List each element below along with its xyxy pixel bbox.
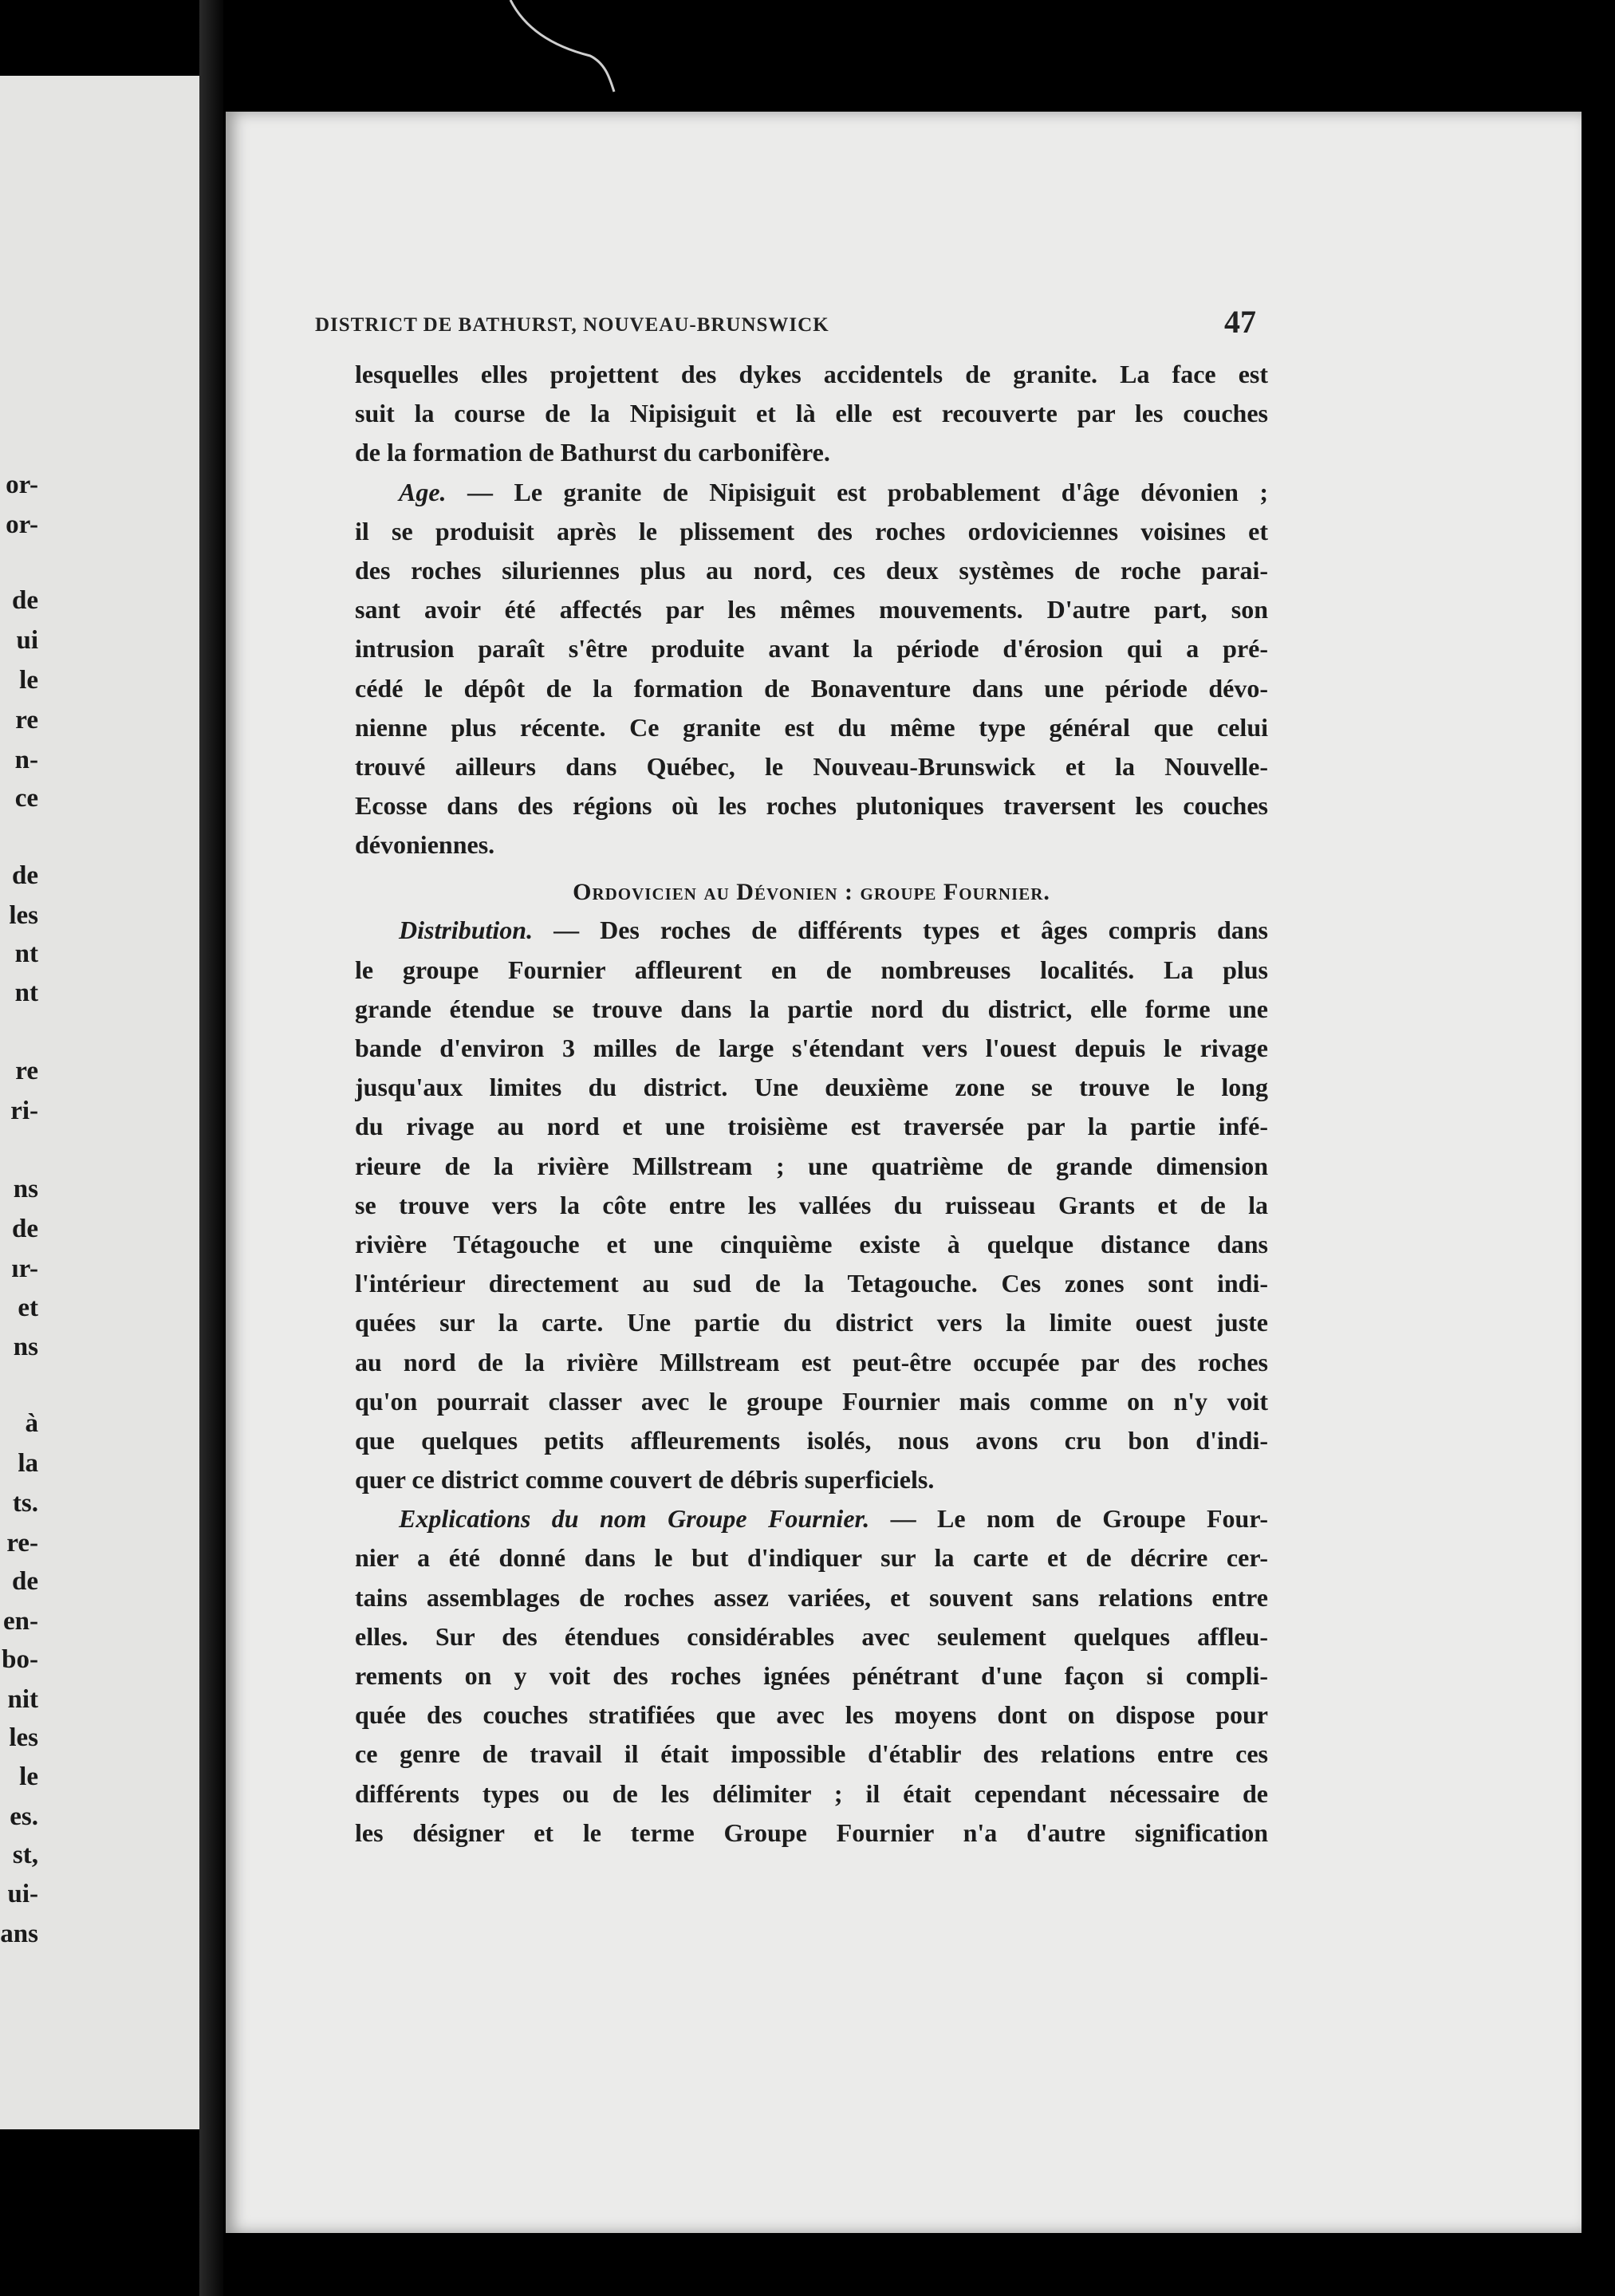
text-line: au nord de la rivière Millstream est peut-être occupée par des roches: [355, 1347, 1268, 1376]
left-edge-text: ans: [0, 1920, 38, 1948]
text-line: Ecosse dans des régions où les roches plutoniques traversent les couches: [355, 791, 1268, 821]
left-edge-text: re-: [6, 1529, 38, 1558]
text-line: des roches siluriennes plus au nord, ces deux systèmes de roche parai-: [355, 555, 1268, 585]
text-line: quée des couches stratifiées que avec les moyens dont on dispose pour: [355, 1700, 1268, 1730]
left-edge-text: re: [15, 1057, 38, 1085]
text-line: Distribution. — Des roches de différents types et âges compris dans: [399, 916, 1268, 945]
text-line: différents types ou de les délimiter ; il était cependant nécessaire de: [355, 1778, 1268, 1808]
left-edge-text: re: [15, 706, 38, 734]
left-edge-text: la: [18, 1449, 38, 1478]
left-edge-text: or-: [6, 471, 38, 499]
left-edge-text: ts.: [12, 1489, 38, 1518]
left-edge-text: bo-: [2, 1645, 38, 1674]
text-line: de la formation de Bathurst du carbonifère.: [355, 438, 830, 467]
text-line: les désigner et le terme Groupe Fournier n'a d'autre signification: [355, 1818, 1268, 1847]
left-edge-text: ce: [14, 784, 38, 813]
left-edge-text: ui: [16, 626, 38, 655]
page-corner-curl-line: [0, 0, 1615, 128]
left-edge-text: de: [12, 1215, 38, 1243]
text-line: du rivage au nord et une troisième est traversée par la partie infé-: [355, 1112, 1268, 1141]
left-edge-text: n-: [14, 746, 38, 774]
left-edge-text: le: [19, 666, 38, 695]
text-line: rements on y voit des roches ignées pénétrant d'une façon si compli-: [355, 1661, 1268, 1690]
left-edge-text: ns: [13, 1175, 38, 1203]
left-edge-text: de: [12, 861, 38, 890]
text-line: elles. Sur des étendues considérables avec seulement quelques affleu-: [355, 1621, 1268, 1651]
text-line: sant avoir été affectés par les mêmes mouvements. D'autre part, son: [355, 595, 1268, 624]
text-line: il se produisit après le plissement des roches ordoviciennes voisines et: [355, 516, 1268, 545]
text-line: le groupe Fournier affleurent en de nombreuses localités. La plus: [355, 955, 1268, 984]
text-line: intrusion paraît s'être produite avant la période d'érosion qui a pré-: [355, 634, 1268, 664]
text-line: nier a été donné dans le but d'indiquer sur la carte et de décrire cer-: [355, 1543, 1268, 1573]
text-line: dévoniennes.: [355, 830, 495, 860]
left-edge-text: à: [25, 1409, 38, 1438]
text-line: bande d'environ 3 milles de large s'étendant vers l'ouest depuis le rivage: [355, 1034, 1268, 1062]
left-edge-text: de: [12, 1567, 38, 1596]
text-line: jusqu'aux limites du district. Une deuxième zone se trouve le long: [355, 1073, 1268, 1102]
left-edge-text: ns: [13, 1333, 38, 1361]
left-edge-text: es.: [10, 1802, 38, 1831]
text-line: quer ce district comme couvert de débris superficiels.: [355, 1465, 935, 1495]
left-edge-text: ri-: [10, 1097, 38, 1125]
text-line: l'intérieur directement au sud de la Tetagouche. Ces zones sont indi-: [355, 1269, 1268, 1298]
left-edge-text: ui-: [7, 1880, 38, 1908]
section-heading: Ordovicien au Dévonien : groupe Fournier.: [573, 879, 1050, 906]
left-edge-text: et: [18, 1294, 38, 1322]
text-line: trouvé ailleurs dans Québec, le Nouveau-Brunswick et la Nouvelle-: [355, 751, 1268, 781]
left-edge-text: st,: [12, 1841, 38, 1869]
text-line: se trouve vers la côte entre les vallées du ruisseau Grants et de la: [355, 1190, 1268, 1219]
left-edge-text: or-: [6, 510, 38, 539]
left-page-text-edges: [0, 76, 199, 2129]
text-line: quées sur la carte. Une partie du district vers la limite ouest juste: [355, 1308, 1268, 1337]
text-line: cédé le dépôt de la formation de Bonaventure dans une période dévo-: [355, 673, 1268, 703]
left-page-fragment: [0, 76, 199, 2129]
text-line: Age. — Le granite de Nipisiguit est probablement d'âge dévonien ;: [399, 477, 1268, 506]
text-line: que quelques petits affleurements isolés, nous avons cru bon d'indi-: [355, 1425, 1268, 1455]
left-edge-text: ır-: [11, 1254, 38, 1283]
text-line: suit la course de la Nipisiguit et là elle est recouverte par les couches: [355, 399, 1268, 428]
left-edge-text: nt: [14, 939, 38, 968]
text-line: Explications du nom Groupe Fournier. — Le nom de Groupe Four-: [399, 1504, 1268, 1534]
page-number: 47: [1224, 304, 1256, 340]
text-line: nienne plus récente. Ce granite est du même type général que celui: [355, 712, 1268, 742]
left-edge-text: en-: [3, 1607, 38, 1636]
text-line: lesquelles elles projettent des dykes accidentels de granite. La face est: [355, 360, 1268, 388]
text-line: rivière Tétagouche et une cinquième existe à quelque distance dans: [355, 1229, 1268, 1258]
text-line: rieure de la rivière Millstream ; une quatrième de grande dimension: [355, 1151, 1268, 1180]
left-edge-text: les: [9, 1723, 38, 1752]
body-text: [355, 355, 1268, 1853]
left-edge-text: les: [9, 901, 38, 930]
left-edge-text: nt: [14, 979, 38, 1007]
book-gutter: [199, 0, 223, 2296]
text-line: tains assemblages de roches assez variées, et souvent sans relations entre: [355, 1582, 1268, 1612]
text-line: qu'on pourrait classer avec le groupe Fournier mais comme on n'y voit: [355, 1386, 1268, 1416]
running-head: [315, 303, 1256, 343]
left-edge-text: de: [12, 586, 38, 615]
text-line: ce genre de travail il était impossible d'établir des relations entre ces: [355, 1739, 1268, 1769]
left-edge-text: nit: [7, 1685, 38, 1714]
left-edge-text: le: [19, 1762, 38, 1791]
text-line: grande étendue se trouve dans la partie nord du district, elle forme une: [355, 994, 1268, 1023]
running-title: DISTRICT DE BATHURST, NOUVEAU-BRUNSWICK: [315, 314, 829, 336]
